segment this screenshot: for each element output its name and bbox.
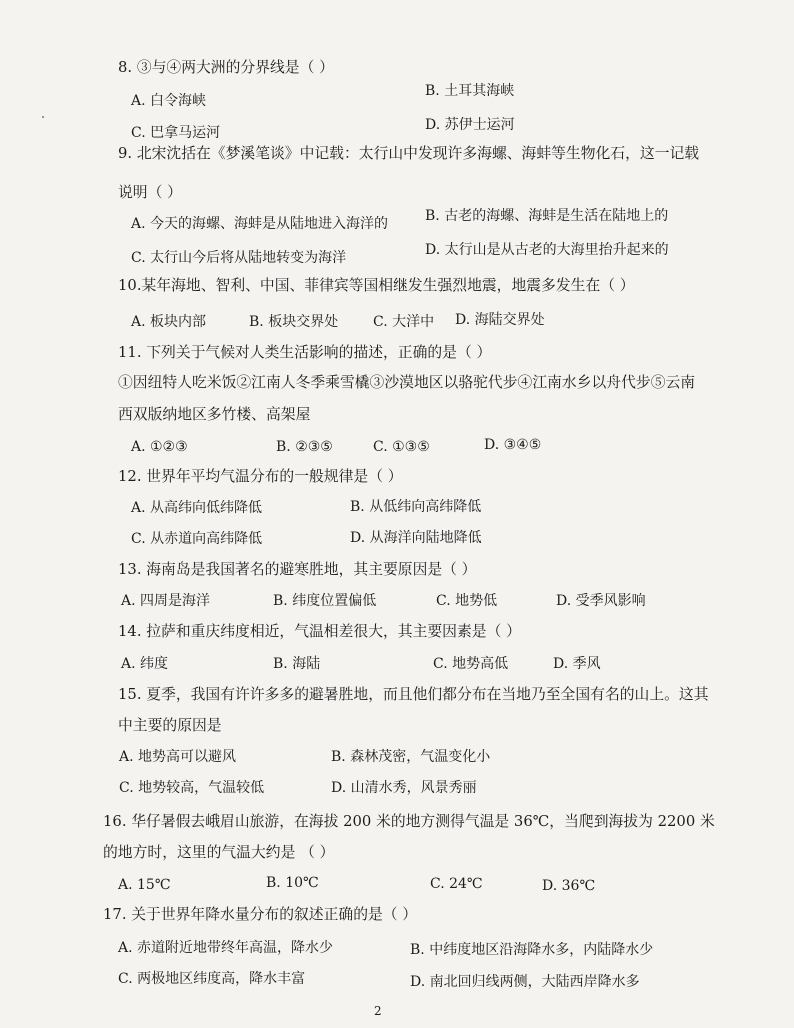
question-17-option-d: D. 南北回归线两侧，大陆西岸降水多	[410, 974, 640, 990]
question-10-stem: 10.某年海地、智利、中国、菲律宾等国相继发生强烈地震，地震多发生在（ ）	[118, 277, 635, 294]
question-14-option-b: B. 海陆	[273, 656, 321, 672]
page-number: 2	[374, 1004, 382, 1018]
question-15-option-b: B. 森林茂密，气温变化小	[331, 749, 491, 765]
question-8-option-d: D. 苏伊士运河	[425, 117, 515, 133]
question-14-option-a: A. 纬度	[121, 656, 169, 672]
question-13-stem: 13. 海南岛是我国著名的避寒胜地，其主要原因是（ ）	[118, 561, 477, 578]
question-15-option-d: D. 山清水秀，风景秀丽	[331, 780, 477, 796]
question-16-option-a: A. 15℃	[118, 877, 171, 893]
question-16-option-b: B. 10℃	[266, 875, 319, 891]
scan-speck	[42, 116, 44, 118]
question-17-stem: 17. 关于世界年降水量分布的叙述正确的是（ ）	[103, 906, 418, 923]
question-8-option-c: C. 巴拿马运河	[131, 125, 221, 141]
question-11-stem-line-3: 西双版纳地区多竹楼、高架屋	[118, 406, 311, 423]
question-9-stem-line-1: 9. 北宋沈括在《梦溪笔谈》中记载：太行山中发现许多海螺、海蚌等生物化石，这一记载	[118, 145, 700, 162]
question-17-option-b: B. 中纬度地区沿海降水多，内陆降水少	[410, 942, 654, 958]
question-16-option-d: D. 36℃	[542, 878, 596, 894]
question-11-stem-line-2: ①因纽特人吃米饭②江南人冬季乘雪橇③沙漠地区以骆驼代步④江南水乡以舟代步⑤云南	[118, 374, 696, 391]
question-12-option-d: D. 从海洋向陆地降低	[350, 530, 482, 546]
question-8-stem: 8. ③与④两大洲的分界线是（ ）	[118, 59, 334, 76]
question-10-option-b: B. 板块交界处	[249, 314, 339, 330]
question-10-option-a: A. 板块内部	[131, 314, 207, 330]
question-12-stem: 12. 世界年平均气温分布的一般规律是（ ）	[118, 468, 403, 485]
question-14-option-d: D. 季风	[553, 656, 601, 672]
question-14-stem: 14. 拉萨和重庆纬度相近，气温相差很大，其主要因素是（ ）	[118, 623, 521, 640]
question-12-option-c: C. 从赤道向高纬降低	[131, 531, 263, 547]
question-13-option-c: C. 地势低	[436, 593, 498, 609]
question-9-option-c: C. 太行山今后将从陆地转变为海洋	[131, 250, 347, 266]
question-10-option-d: D. 海陆交界处	[455, 312, 545, 328]
question-15-option-a: A. 地势高可以避风	[119, 749, 237, 765]
question-8-option-a: A. 白令海峡	[131, 93, 207, 109]
question-13-option-d: D. 受季风影响	[556, 593, 646, 609]
question-11-option-b: B. ②③⑤	[276, 439, 333, 455]
question-13-option-a: A. 四周是海洋	[121, 593, 211, 609]
question-17-option-c: C. 两极地区纬度高，降水丰富	[118, 971, 306, 987]
question-11-option-a: A. ①②③	[131, 439, 188, 455]
question-17-option-a: A. 赤道附近地带终年高温，降水少	[118, 940, 334, 956]
question-9-option-b: B. 古老的海螺、海蚌是生活在陆地上的	[425, 208, 669, 224]
question-11-option-c: C. ①③⑤	[373, 439, 430, 455]
question-15-stem-line-1: 15. 夏季，我国有许许多多的避暑胜地，而且他们都分布在当地乃至全国有名的山上。这其	[118, 686, 709, 703]
question-12-option-b: B. 从低纬向高纬降低	[350, 499, 482, 515]
question-11-option-d: D. ③④⑤	[484, 437, 542, 453]
question-14-option-c: C. 地势高低	[433, 656, 509, 672]
question-10-option-c: C. 大洋中	[373, 314, 435, 330]
question-16-option-c: C. 24℃	[430, 876, 483, 892]
question-16-stem-line-2: 的地方时，这里的气温大约是 （ ）	[103, 844, 335, 861]
question-9-option-d: D. 太行山是从古老的大海里抬升起来的	[425, 242, 669, 258]
question-9-option-a: A. 今天的海螺、海蚌是从陆地进入海洋的	[131, 216, 389, 232]
question-8-option-b: B. 土耳其海峡	[425, 83, 515, 99]
question-13-option-b: B. 纬度位置偏低	[273, 593, 377, 609]
question-11-stem-line-1: 11. 下列关于气候对人类生活影响的描述，正确的是（ ）	[118, 344, 492, 361]
question-15-stem-line-2: 中主要的原因是	[118, 717, 222, 734]
question-16-stem-line-1: 16. 华仔暑假去峨眉山旅游，在海拔 200 米的地方测得气温是 36℃，当爬到海拔为 2200 米	[103, 813, 715, 830]
question-15-option-c: C. 地势较高，气温较低	[119, 780, 265, 796]
question-12-option-a: A. 从高纬向低纬降低	[131, 500, 263, 516]
question-9-stem-line-2: 说明（ ）	[118, 184, 182, 201]
